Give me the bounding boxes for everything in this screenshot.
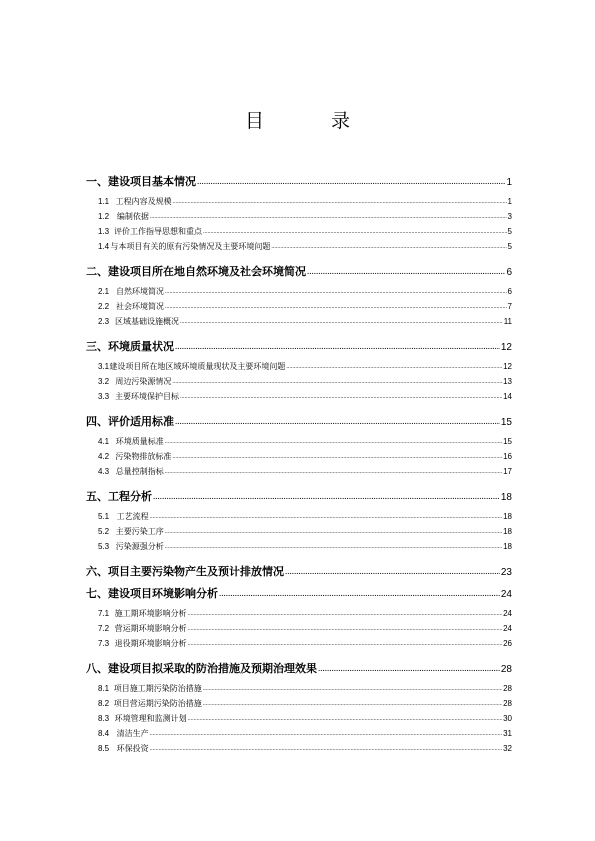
toc-entry-page: 3 xyxy=(507,212,512,221)
dot-leader xyxy=(165,289,507,295)
toc-subsection-entry[interactable] xyxy=(86,526,512,537)
toc-entry-page: 15 xyxy=(503,437,512,446)
toc-entry-number: 4.3 xyxy=(98,467,110,476)
dot-leader xyxy=(307,266,505,276)
dot-leader xyxy=(285,566,500,576)
toc-subsection-entry[interactable] xyxy=(86,683,512,694)
toc-entry-label: 周边污染源情况 xyxy=(115,377,172,386)
toc-entry-number: 8.1 xyxy=(98,684,110,693)
toc-section-entry[interactable] xyxy=(86,563,512,579)
toc-entry-number: 4.1 xyxy=(98,437,110,446)
dot-leader xyxy=(188,716,503,722)
toc-subsection-entry[interactable] xyxy=(86,286,512,297)
toc-entry-page: 15 xyxy=(500,417,512,428)
toc-subsection-entry[interactable] xyxy=(86,713,512,724)
toc-subsection-entry[interactable] xyxy=(86,361,512,372)
toc-entry-number: 四、 xyxy=(86,416,108,428)
toc-entry-label: 主要污染工序 xyxy=(115,527,164,536)
toc-entry-number: 1.4 xyxy=(98,242,110,251)
toc-subsection-entry[interactable] xyxy=(86,376,512,387)
toc-entry-number: 一、 xyxy=(86,176,108,188)
toc-entry-number: 7.3 xyxy=(98,639,110,648)
toc-entry-page: 26 xyxy=(503,639,512,648)
dot-leader xyxy=(150,214,507,220)
toc-entry-label: 区域基础设施概况 xyxy=(115,317,180,326)
toc-entry-label: 清洁生产 xyxy=(116,729,149,738)
toc-entry-page: 23 xyxy=(500,567,512,578)
toc-entry-page: 13 xyxy=(503,377,512,386)
toc-entry-number: 2.1 xyxy=(98,287,110,296)
toc-entry-number: 8.5 xyxy=(98,744,110,753)
toc-entry-page: 12 xyxy=(500,342,512,353)
dot-leader xyxy=(165,469,502,475)
dot-leader xyxy=(153,491,500,501)
toc-section-entry[interactable] xyxy=(86,413,512,429)
toc-entry-number: 3.1 xyxy=(98,362,110,371)
toc-entry-page: 11 xyxy=(503,317,512,326)
toc-section-entry[interactable] xyxy=(86,173,512,189)
dot-leader xyxy=(175,416,500,426)
toc-subsection-entry[interactable] xyxy=(86,698,512,709)
toc-entry-page: 28 xyxy=(503,699,512,708)
toc-entry-label: 项目营运期污染防治措施 xyxy=(113,699,202,708)
toc-entry-page: 1 xyxy=(506,177,512,188)
toc-subsection-entry[interactable] xyxy=(86,728,512,739)
toc-entry-number: 1.3 xyxy=(98,227,110,236)
toc-subsection-entry[interactable] xyxy=(86,316,512,327)
toc-subsection-entry[interactable] xyxy=(86,226,512,237)
toc-entry-page: 14 xyxy=(503,392,512,401)
toc-entry-label: 社会环境简况 xyxy=(116,302,165,311)
toc-entry-page: 12 xyxy=(503,362,512,371)
toc-entry-number: 7.1 xyxy=(98,609,110,618)
toc-section-entry[interactable] xyxy=(86,263,512,279)
dot-leader xyxy=(271,244,506,250)
toc-entry-page: 18 xyxy=(500,492,512,503)
toc-entry-label: 编制依据 xyxy=(116,212,149,221)
dot-leader xyxy=(150,746,502,752)
toc-entry-label: 建设项目拟采取的防治措施及预期治理效果 xyxy=(108,663,317,675)
dot-leader xyxy=(203,686,502,692)
toc-entry-label: 总量控制指标 xyxy=(115,467,164,476)
toc-entry-label: 主要环境保护目标 xyxy=(115,392,179,401)
toc-entry-number: 5.2 xyxy=(98,527,110,536)
dot-leader xyxy=(175,341,500,351)
toc-entry-label: 污染物排放标准 xyxy=(115,452,172,461)
dot-leader xyxy=(172,379,502,385)
toc-entry-number: 3.2 xyxy=(98,377,110,386)
toc-entry-page: 32 xyxy=(503,744,512,753)
toc-entry-label: 建设项目所在地区域环境质量现状及主要环境问题 xyxy=(109,362,286,371)
toc-subsection-entry[interactable] xyxy=(86,743,512,754)
toc-entry-number: 8.2 xyxy=(98,699,110,708)
toc-entry-number: 3.3 xyxy=(98,392,110,401)
toc-entry-number: 4.2 xyxy=(98,452,110,461)
toc-subsection-entry[interactable] xyxy=(86,196,512,207)
toc-entry-label: 与本项目有关的原有污染情况及主要环境问题 xyxy=(110,242,271,251)
dot-leader xyxy=(197,176,505,186)
toc-subsection-entry[interactable] xyxy=(86,623,512,634)
dot-leader xyxy=(318,663,500,673)
page-title: 目 录 xyxy=(244,111,374,132)
toc-subsection-entry[interactable] xyxy=(86,608,512,619)
dot-leader xyxy=(165,304,507,310)
toc-entry-number: 1.2 xyxy=(98,212,110,221)
dot-leader xyxy=(165,529,502,535)
toc-entry-label: 项目施工期污染防治措施 xyxy=(113,684,202,693)
toc-entry-page: 24 xyxy=(503,624,512,633)
toc-entry-page: 24 xyxy=(500,589,512,600)
toc-subsection-entry[interactable] xyxy=(86,451,512,462)
dot-leader xyxy=(203,701,502,707)
toc-entry-label: 项目主要污染物产生及预计排放情况 xyxy=(108,566,284,578)
toc-entry-label: 评价工作指导思想和重点 xyxy=(114,227,203,236)
toc-entry-page: 5 xyxy=(507,227,512,236)
toc-subsection-entry[interactable] xyxy=(86,436,512,447)
toc-entry-label: 自然环境简况 xyxy=(116,287,165,296)
toc-entry-label: 工艺流程 xyxy=(116,512,149,521)
toc-section-entry[interactable] xyxy=(86,585,512,601)
toc-entry-page: 16 xyxy=(503,452,512,461)
toc-entry-label: 建设项目基本情况 xyxy=(108,176,196,188)
toc-entry-label: 退役期环境影响分析 xyxy=(114,639,187,648)
dot-leader xyxy=(188,641,503,647)
dot-leader xyxy=(173,199,507,205)
toc-subsection-entry[interactable] xyxy=(86,211,512,222)
dot-leader xyxy=(203,229,507,235)
toc-subsection-entry[interactable] xyxy=(86,391,512,402)
dot-leader xyxy=(188,611,503,617)
toc-entry-page: 31 xyxy=(503,729,512,738)
toc-entry-number: 六、 xyxy=(86,566,108,578)
toc-entry-number: 7.2 xyxy=(98,624,110,633)
toc-entry-page: 18 xyxy=(503,527,512,536)
toc-entry-number: 1.1 xyxy=(98,197,110,206)
dot-leader xyxy=(180,394,502,400)
toc-entry-label: 环境质量标准 xyxy=(115,437,164,446)
toc-entry-page: 18 xyxy=(503,542,512,551)
toc-entry-number: 5.3 xyxy=(98,542,110,551)
toc-subsection-entry[interactable] xyxy=(86,511,512,522)
dot-leader xyxy=(150,514,502,520)
dot-leader xyxy=(219,588,500,598)
toc-entry-label: 污染源强分析 xyxy=(115,542,164,551)
toc-entry-page: 6 xyxy=(507,287,512,296)
toc-subsection-entry[interactable] xyxy=(86,541,512,552)
toc-entry-page: 28 xyxy=(503,684,512,693)
toc-entry-page: 1 xyxy=(507,197,512,206)
toc-entry-number: 七、 xyxy=(86,588,108,600)
toc-entry-page: 17 xyxy=(503,467,512,476)
toc-subsection-entry[interactable] xyxy=(86,466,512,477)
toc-entry-number: 二、 xyxy=(86,266,108,278)
toc-entry-label: 环境质量状况 xyxy=(108,341,174,353)
toc-entry-label: 建设项目所在地自然环境及社会环境简况 xyxy=(108,266,306,278)
toc-section-entry[interactable] xyxy=(86,488,512,504)
toc-entry-label: 营运期环境影响分析 xyxy=(114,624,187,633)
toc-entry-number: 五、 xyxy=(86,491,108,503)
dot-leader xyxy=(286,364,502,370)
dot-leader xyxy=(150,731,502,737)
toc-entry-number: 2.3 xyxy=(98,317,110,326)
dot-leader xyxy=(165,544,502,550)
toc-entry-label: 工程分析 xyxy=(108,491,152,503)
toc-entry-page: 6 xyxy=(506,267,512,278)
toc-entry-label: 工程内容及规模 xyxy=(115,197,172,206)
toc-section-entry[interactable] xyxy=(86,660,512,676)
toc-entry-label: 建设项目环境影响分析 xyxy=(108,588,218,600)
dot-leader xyxy=(165,439,502,445)
toc-entry-page: 18 xyxy=(503,512,512,521)
toc-subsection-entry[interactable] xyxy=(86,638,512,649)
toc-entry-page: 30 xyxy=(503,714,512,723)
dot-leader xyxy=(188,626,503,632)
dot-leader xyxy=(172,454,502,460)
toc-entry-number: 三、 xyxy=(86,341,108,353)
toc-entry-number: 8.3 xyxy=(98,714,110,723)
toc-entry-label: 施工期环境影响分析 xyxy=(114,609,187,618)
toc-entry-label: 评价适用标准 xyxy=(108,416,174,428)
toc-entry-number: 5.1 xyxy=(98,512,110,521)
toc-entry-label: 环保投资 xyxy=(116,744,149,753)
toc-entry-page: 28 xyxy=(500,664,512,675)
toc-entry-number: 2.2 xyxy=(98,302,110,311)
toc-entry-number: 8.4 xyxy=(98,729,110,738)
toc-entry-number: 八、 xyxy=(86,663,108,675)
toc-section-entry[interactable] xyxy=(86,338,512,354)
toc-entry-label: 环境管理和监测计划 xyxy=(114,714,187,723)
toc-entry-page: 5 xyxy=(507,242,512,251)
toc-subsection-entry[interactable] xyxy=(86,241,512,252)
dot-leader xyxy=(180,319,503,325)
toc-subsection-entry[interactable] xyxy=(86,301,512,312)
toc-entry-page: 24 xyxy=(503,609,512,618)
toc-entry-page: 7 xyxy=(507,302,512,311)
